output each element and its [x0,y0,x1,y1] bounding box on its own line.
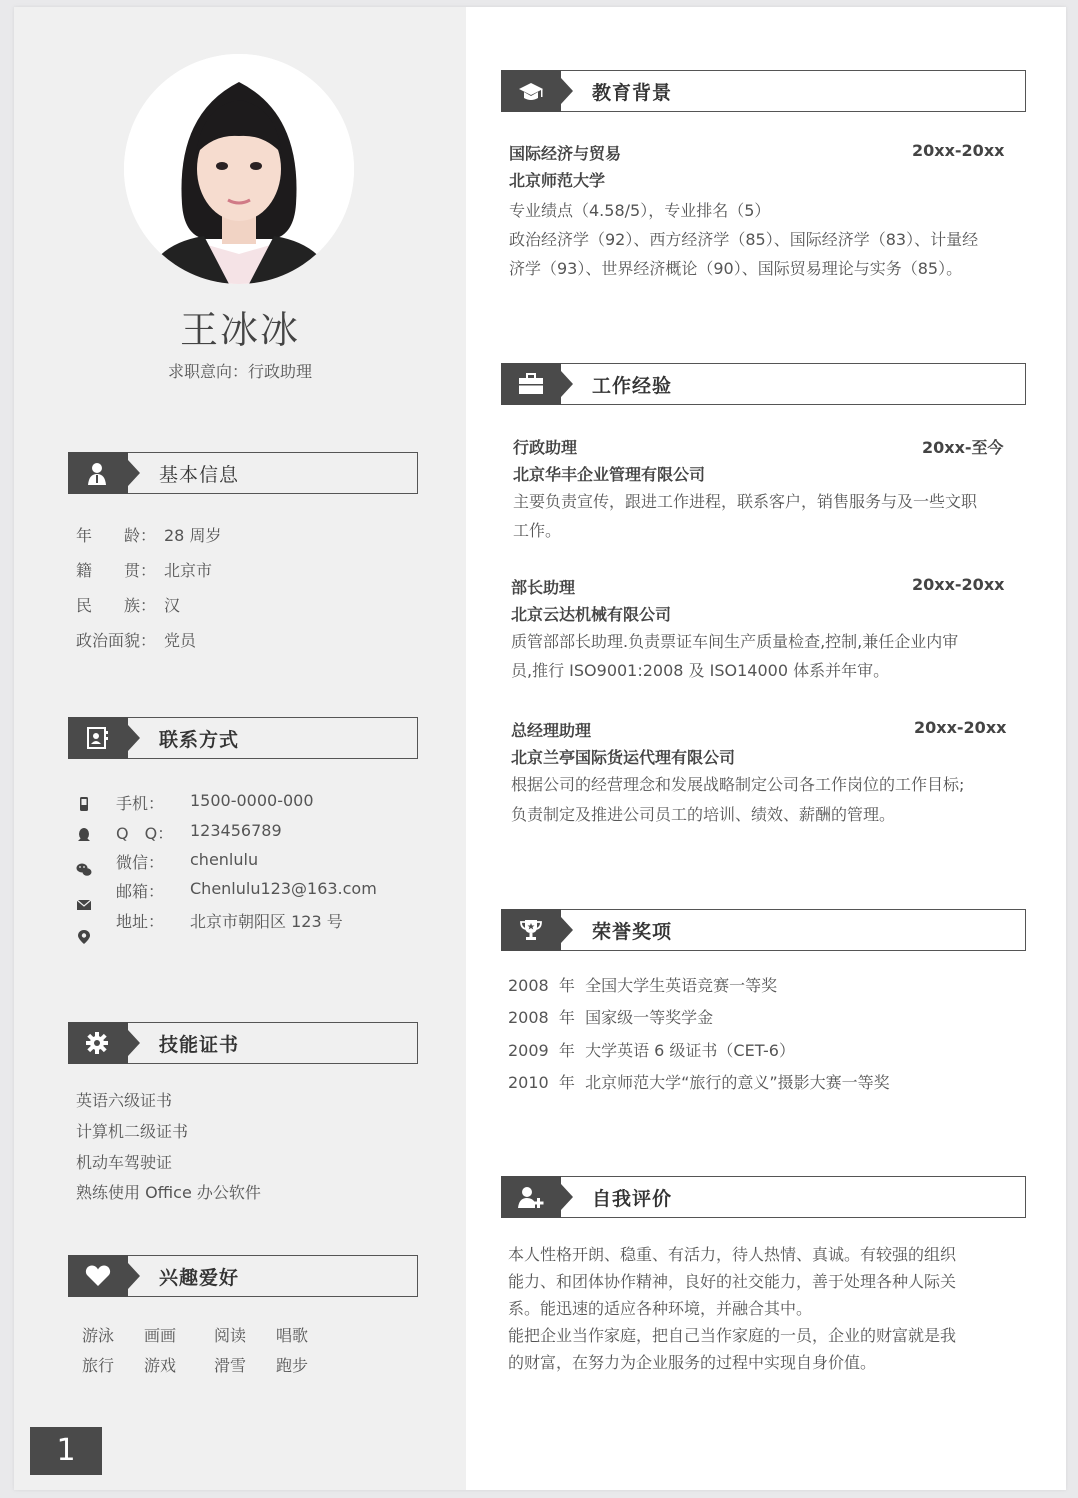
self-eval-line: 本人性格开朗、稳重、有活力，待人热情、真诚。有较强的组织 [508,1245,957,1264]
job-desc-line: 主要负责宣传，跟进工作进程，联系客户，销售服务与及一些文职 [513,492,978,511]
self-eval-line: 能力、和团体协作精神，良好的社交能力，善于处理各种人际关 [508,1272,957,1291]
page-number: 1 [30,1427,102,1475]
edu-period: 20xx-20xx [912,141,1005,160]
qq-icon [76,827,92,843]
honor-item: 2008 年 全国大学生英语竞赛一等奖 [508,976,778,995]
contact-qq-value: 123456789 [190,821,282,840]
section-title: 自我评价 [592,1188,673,1210]
graduation-cap-icon [501,70,561,112]
left-column [14,7,466,1490]
job-company: 北京华丰企业管理有限公司 [513,465,706,484]
section-self-evaluation [501,1176,1026,1218]
hobby-item: 滑雪 [214,1356,247,1375]
info-hometown: 籍 贯： 北京市 [76,561,213,580]
contact-email-value: Chenlulu123@163.com [190,879,377,898]
section-title: 教育背景 [592,82,673,104]
honor-item: 2008 年 国家级一等奖学金 [508,1008,714,1027]
hobby-item: 游戏 [144,1356,177,1375]
section-title: 荣誉奖项 [592,921,673,943]
contact-book-icon [68,717,128,759]
job-period: 20xx-20xx [914,718,1007,737]
heart-icon [68,1255,128,1297]
resume-page [14,7,1066,1490]
self-eval-line: 的财富，在努力为企业服务的过程中实现自身价值。 [508,1353,877,1372]
hobby-item: 画画 [144,1326,177,1345]
contact-wechat-label: 微信： [116,853,165,872]
job-intent [14,359,466,382]
section-title: 技能证书 [159,1034,240,1056]
honor-item: 2009 年 大学英语 6 级证书（CET-6） [508,1041,795,1060]
contact-qq-label: Q Q： [116,824,174,843]
job-period: 20xx-至今 [922,438,1004,457]
skill-item: 熟练使用 Office 办公软件 [76,1183,261,1202]
job-period: 20xx-20xx [912,575,1005,594]
job-desc-line: 质管部部长助理.负责票证车间生产质量检查,控制,兼任企业内审 [511,632,959,651]
briefcase-icon [501,363,561,405]
edu-courses-line: 政治经济学（92）、西方经济学（85）、国际经济学（83）、计量经 [509,230,979,249]
honor-item: 2010 年 北京师范大学“旅行的意义”摄影大赛一等奖 [508,1073,890,1092]
contact-address-value: 北京市朝阳区 123 号 [190,912,343,931]
section-hobbies [68,1255,418,1297]
contact-phone-label: 手机： [116,794,165,813]
section-honors [501,909,1026,951]
edu-major: 国际经济与贸易 [509,144,622,163]
job-desc-line: 根据公司的经营理念和发展战略制定公司各工作岗位的工作目标; [511,775,965,794]
self-eval-line: 系。能迅速的适应各种环境，并融合其中。 [508,1299,813,1318]
wechat-icon [76,862,92,878]
section-skills [68,1022,418,1064]
gear-icon [68,1022,128,1064]
job-intent-value: 行政助理 [248,362,313,381]
candidate-name: 王冰冰 [179,308,300,352]
job-desc-line: 工作。 [513,521,562,540]
person-icon [68,452,128,494]
job-company: 北京兰亭国际货运代理有限公司 [511,748,736,767]
section-education [501,70,1026,112]
info-age: 年 龄： 28 周岁 [76,526,222,545]
self-eval-line: 能把企业当作家庭，把自己当作家庭的一员，企业的财富就是我 [508,1326,957,1345]
section-title: 联系方式 [159,729,240,751]
job-title: 行政助理 [513,438,578,457]
edu-courses-line: 济学（93）、世界经济概论（90）、国际贸易理论与实务（85）。 [509,259,963,278]
right-column [466,7,1066,1490]
avatar-photo [124,54,354,284]
section-contact [68,717,418,759]
phone-icon [76,796,92,812]
section-title: 工作经验 [592,375,673,397]
info-political: 政治面貌： 党员 [76,631,197,650]
job-desc-line: 员,推行 ISO9001:2008 及 ISO14000 体系并年审。 [511,661,890,680]
job-desc-line: 负责制定及推进公司员工的培训、绩效、薪酬的管理。 [511,805,896,824]
location-icon [76,929,92,945]
add-user-icon [501,1176,561,1218]
contact-email-label: 邮箱： [116,882,165,901]
section-work [501,363,1026,405]
trophy-icon [501,909,561,951]
job-title: 总经理助理 [511,721,592,740]
info-ethnicity: 民 族： 汉 [76,596,181,615]
mail-icon [76,897,92,913]
edu-school: 北京师范大学 [509,171,606,190]
skill-item: 计算机二级证书 [76,1122,189,1141]
hobby-item: 唱歌 [276,1326,309,1345]
contact-address-label: 地址： [116,912,165,931]
job-title: 部长助理 [511,578,576,597]
section-title: 基本信息 [159,464,240,486]
skill-item: 机动车驾驶证 [76,1153,173,1172]
skill-item: 英语六级证书 [76,1091,173,1110]
job-company: 北京云达机械有限公司 [511,605,672,624]
hobby-item: 游泳 [82,1326,115,1345]
hobby-item: 阅读 [214,1326,247,1345]
section-title: 兴趣爱好 [159,1267,240,1289]
hobby-item: 跑步 [276,1356,309,1375]
hobby-item: 旅行 [82,1356,115,1375]
contact-wechat-value: chenlulu [190,850,259,869]
edu-gpa: 专业绩点（4.58/5），专业排名（5） [509,201,771,220]
contact-phone-value: 1500-0000-000 [190,791,314,810]
section-basic-info [68,452,418,494]
job-intent-label: 求职意向： [167,362,248,381]
